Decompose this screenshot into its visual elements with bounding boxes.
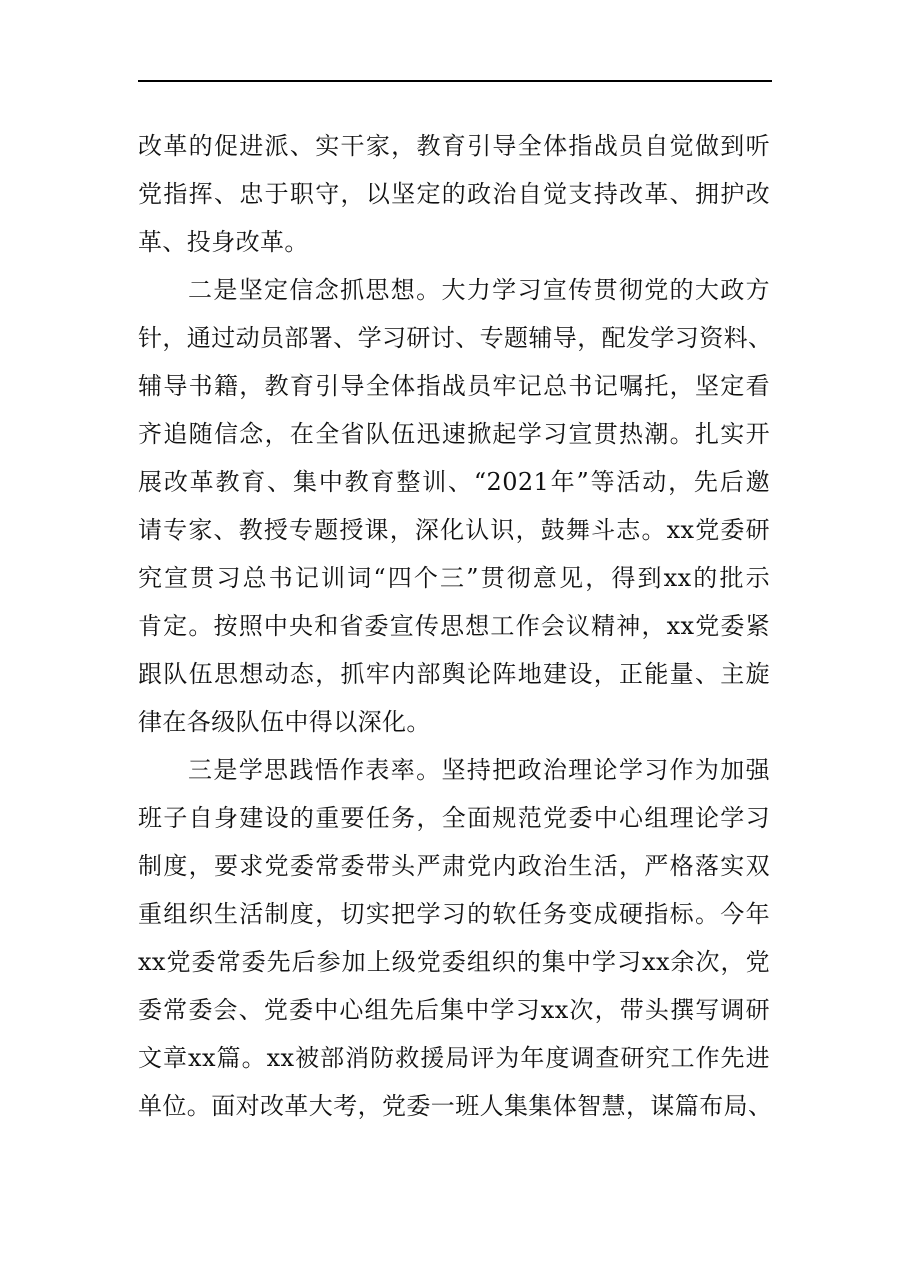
body-text <box>138 122 773 1130</box>
text-line: 律在各级队伍中得以深化。 <box>138 708 431 736</box>
text-line: 二是坚定信念抓思想。大力学习宣传贯彻党的大政方 <box>188 276 770 304</box>
text-line: 究宣贯习总书记训词“四个三”贯彻意见，得到xx的批示 <box>138 564 770 592</box>
text-line: 重组织生活制度，切实把学习的软任务变成硬指标。今年 <box>138 900 770 928</box>
text-line: 单位。面对改革大考，党委一班人集集体智慧，谋篇布局、 <box>138 1092 773 1120</box>
text-line: 针，通过动员部署、学习研讨、专题辅导，配发学习资料、 <box>138 324 773 352</box>
text-line: 班子自身建设的重要任务，全面规范党委中心组理论学习 <box>138 804 770 832</box>
text-line: 展改革教育、集中教育整训、“2021年”等活动，先后邀 <box>138 468 770 496</box>
text-line: 文章xx篇。xx被部消防救援局评为年度调查研究工作先进 <box>138 1044 770 1072</box>
text-line: 制度，要求党委常委带头严肃党内政治生活，严格落实双 <box>138 852 770 880</box>
text-line: 委常委会、党委中心组先后集中学习xx次，带头撰写调研 <box>138 996 770 1024</box>
text-line: xx党委常委先后参加上级党委组织的集中学习xx余次，党 <box>138 948 770 976</box>
text-line: 齐追随信念，在全省队伍迅速掀起学习宣贯热潮。扎实开 <box>138 420 770 448</box>
text-line: 革、投身改革。 <box>138 228 309 256</box>
text-line: 请专家、教授专题授课，深化认识，鼓舞斗志。xx党委研 <box>138 516 770 544</box>
header-rule <box>138 80 772 82</box>
text-line: 三是学思践悟作表率。坚持把政治理论学习作为加强 <box>188 756 770 784</box>
text-line: 肯定。按照中央和省委宣传思想工作会议精神，xx党委紧 <box>138 612 770 640</box>
text-line: 党指挥、忠于职守，以坚定的政治自觉支持改革、拥护改 <box>138 180 770 208</box>
text-line: 辅导书籍，教育引导全体指战员牢记总书记嘱托，坚定看 <box>138 372 770 400</box>
text-line: 跟队伍思想动态，抓牢内部舆论阵地建设，正能量、主旋 <box>138 660 770 688</box>
text-line: 改革的促进派、实干家，教育引导全体指战员自觉做到听 <box>138 132 770 160</box>
